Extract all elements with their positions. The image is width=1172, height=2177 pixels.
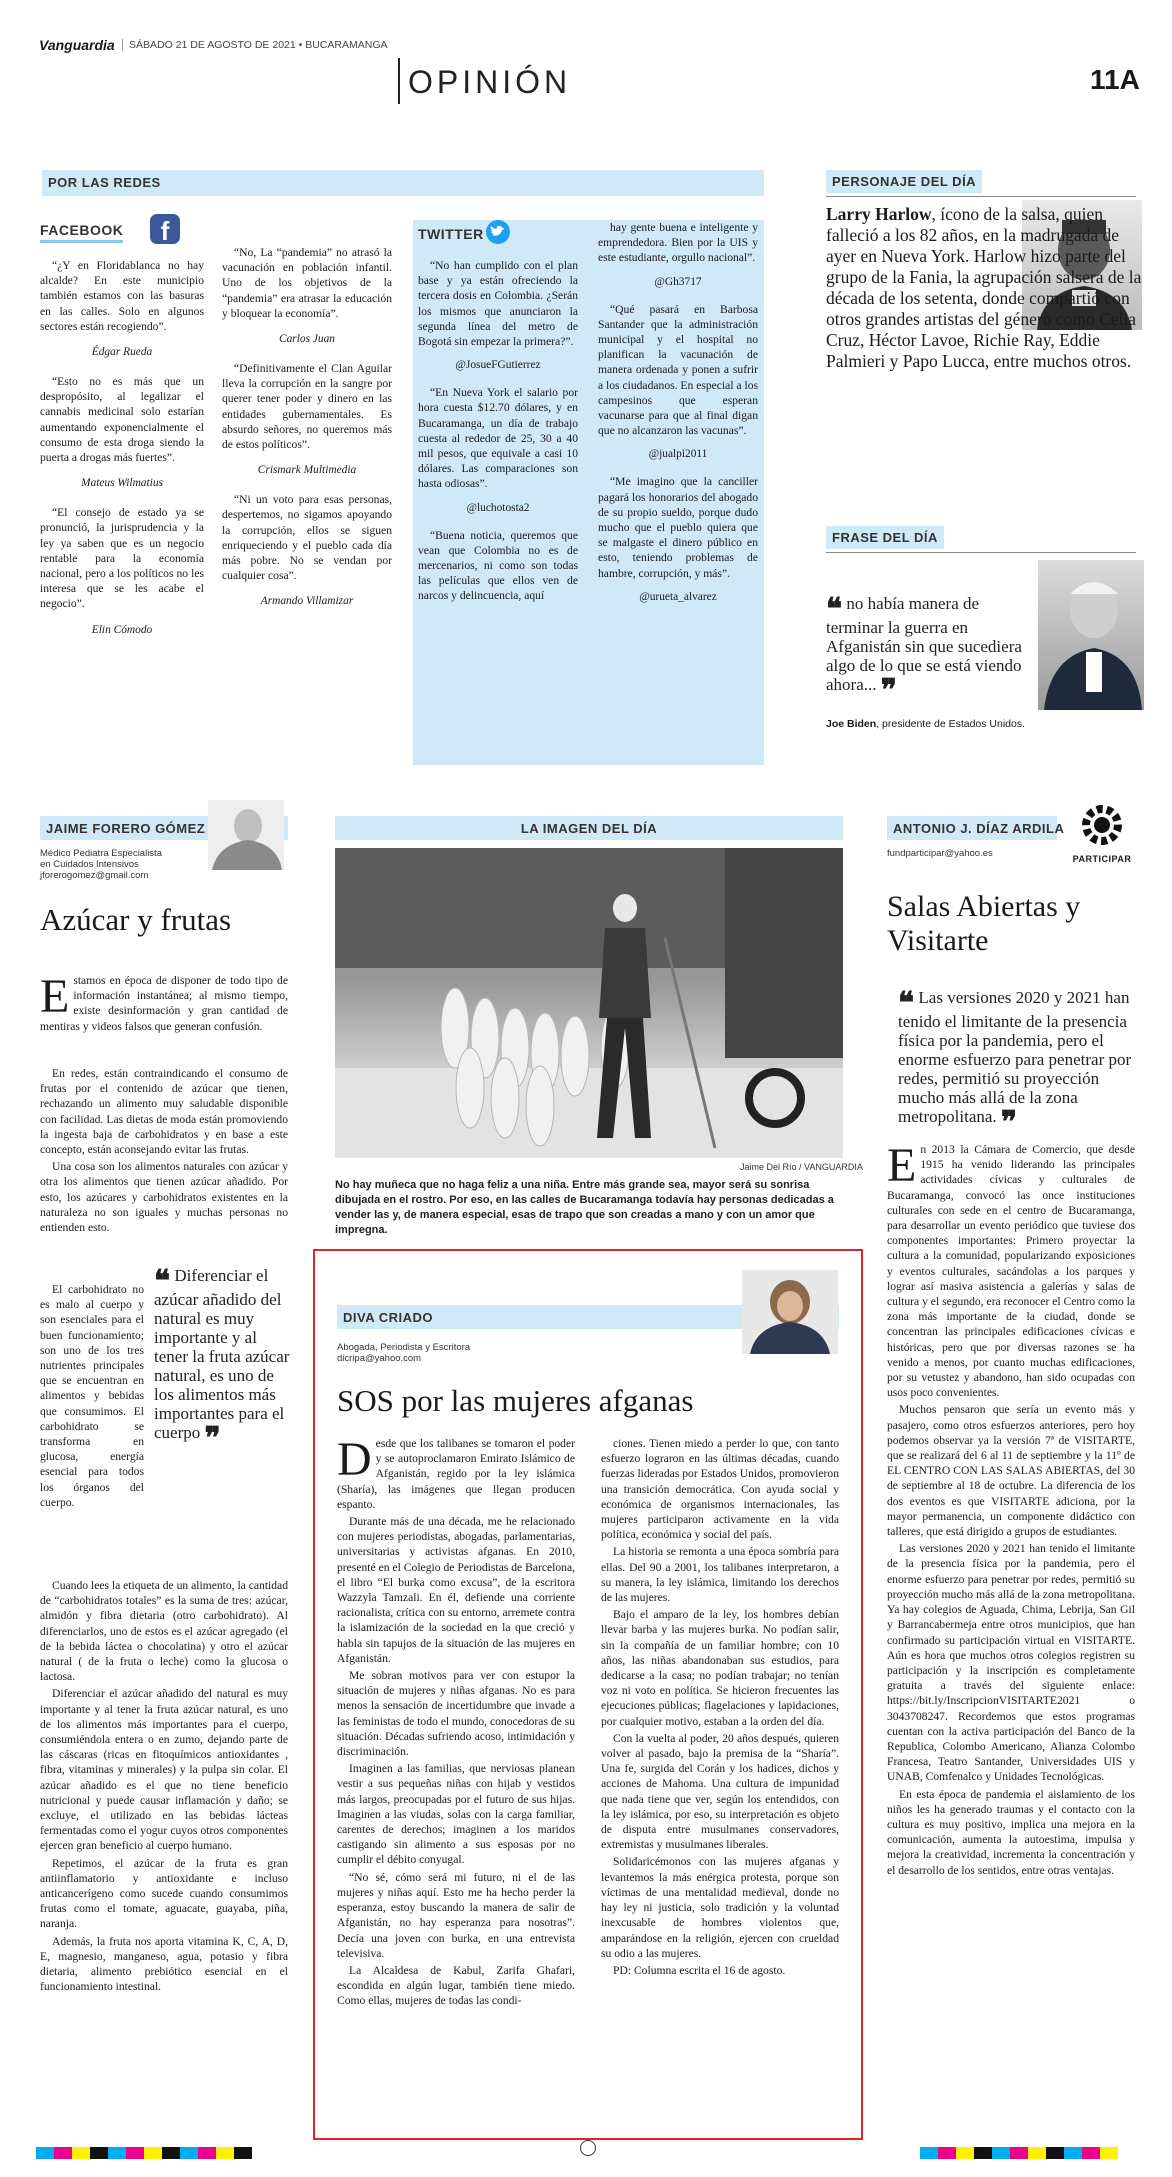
dateline: SÁBADO 21 DE AGOSTO DE 2021 • BUCARAMANGA [122,39,388,51]
imagen-photo [335,848,843,1158]
twitter-header [418,224,484,246]
post-author: Mateus Wilmatius [81,477,163,490]
close-quote-icon: ❞ [1000,1106,1018,1139]
paragraph: Durante más de una década, me he relacionado con mujeres periodistas, abogadas, parlamentarias, universitarias y activistas afganas. En 2010, presenté en el Colegio de Periodistas de Barcelona, el libro “El burka como excusa”, de la escritora Wazzyla Tamzali. En él, defiende una corriente racionalista, crítica con su entorno, arremete contra la islamización de la sociedad en la que creció y habla sin tapujos de la situación de las mujeres en Afganistán. [337,1515,575,1665]
page-number: 11A [1090,64,1140,95]
post-handle: @Gh3717 [654,275,702,288]
paragraph: El carbohidrato no es malo al cuerpo y son esenciales para el buen funcionamiento; son uno de los tres nutrientes principales que se encuentran en alimentos y bebidas que consumimos. El carbohidrato se transforma en glucosa, energía esencial para todos los órganos del cuerpo. [40,1283,144,1509]
participar-logo [1062,800,1142,870]
diva-column-2 [601,1436,839,1980]
paragraph: PD: Columna escrita el 16 de agosto. [613,1963,786,1977]
frase-header [826,526,1136,553]
personaje-text [826,204,1146,372]
print-color-bar-right [920,2147,1118,2159]
redes-title-bar [42,170,764,196]
paragraph: Diferenciar el azúcar añadido del natural es muy importante y al tener la fruta azúcar natural, es uno de los alimentos más importantes para el cuerpo, consumiéndola entera o en zumo, dejando parte de las cáscaras (ricas en fitoquímicos antioxidantes , fibra, vitaminas y minerales) y la pulpa sin colar. El azúcar añadido es el que no tiene beneficio nutricional y puede causar inflamación y daño; se excluye, el utilizado en las bebidas lácteas fermentadas como el yogur cuyos otros componentes ejercen gran beneficio al cuerpo humano. [40,1687,288,1853]
diva-author: DIVA CRIADO [343,1310,433,1325]
open-quote-icon: ❝ [154,1265,171,1298]
antonio-header [887,816,1065,840]
gear-logo-icon [1072,800,1132,850]
jaime-headline: Azúcar y frutas [40,902,232,937]
antonio-headline: Salas Abiertas y Visitarte [887,890,1081,957]
post-handle: @luchotosta2 [466,501,530,514]
person-portrait-icon [1038,560,1144,710]
antonio-email: fundparticipar@yahoo.es [887,848,993,859]
twitter-column-1 [418,258,578,606]
jaime-narrow-column [40,1282,144,1512]
jaime-photo [208,800,284,870]
personaje-name: Larry Harlow [826,204,932,224]
jaime-narrow-body [40,1066,288,1237]
antonio-author: ANTONIO J. DÍAZ ARDILA [893,821,1065,836]
facebook-column-1 [40,258,204,652]
paragraph: La Alcaldesa de Kabul, Zarifa Ghafari, escondida en algún lugar, también tiene miedo. Como ellas, mujeres de todas las condi- [337,1963,575,2008]
facebook-column-2 [222,245,392,623]
post-text: “Definitivamente el Clan Aguilar lleva la corrupción en la sangre por querer tener poder y dinero en las entidades gubernamentales. Es absurdo señores, no queremos más de estos políticos”. [222,362,392,452]
antonio-first-para: En 2013 la Cámara de Comercio, que desde 1915 ha venido liderando las principales actividades cívicas y culturales de Bucaramanga, convocó las once instituciones culturales con sede en el centro de Bucaramanga, para desarrollar un evento periódico que tuviese dos componentes importantes: Primero proyectar la cultura a la comunidad, popularizando exposiciones y eventos culturales, sacándolas a los parques y lograr así masiva asistencia a galerías y salas de cultura y el segundo, era reconocer el Centro como la zona más importante de la ciudad, donde se concentran las principales edificaciones cívicas e históricas, pero que por diversas razones se ha venido a menos, por cuanto muchas edificaciones, por su vetustez y abandono, han sido ocupadas con usos poco convenientes. [887,1139,1135,1400]
post-text: “¿Y en Floridablanca no hay alcalde? En este municipio también estamos con las basuras en las calles. Solo en algunos sectores están recogiendo”. [40,259,204,333]
street-vendor-photo [335,848,843,1158]
imagen-title: LA IMAGEN DEL DÍA [520,821,658,836]
post-text: “El consejo de estado ya se pronunció, la jurisprudencia y la ley ya saben que es un negocio rentable para la economía nacional, pero a los políticos no les interesa que se les acabe el negocio”. [40,506,204,611]
paragraph: Solidaricémonos con las mujeres afganas y levantemos la más enérgica protesta, porque son víctimas de una mentalidad medieval, donde no hay ley ni justicia, solo tradición y la voluntad inexcusable de hombres violentos que, amparándose en la religión, ejercen con crueldad su odio a las mujeres. [601,1855,839,1960]
jaime-wide-column [40,1578,288,1996]
antonio-body [887,1139,1135,1880]
post-author: Elin Cómodo [91,623,153,636]
post-author: Carlos Juan [278,333,335,346]
paragraph: En redes, están contraindicando el consumo de frutas por el contenido de azúcar que tienen, rechazando un alimento muy saludable disponible con facilidad. Las dietas de moda están promoviendo la ingesta baja de carbohidratos y en base a este concepto, están aconsejando evitar las frutas. [40,1067,288,1157]
jaime-bio: Médico Pediatra Especialista en Cuidados Intensivos jforerogomez@gmail.com [40,848,162,881]
diva-headline: SOS por las mujeres afganas [337,1383,694,1418]
paragraph: Imaginen a las familias, que nerviosas planean vestir a sus pequeñas niñas con hijab y vestidos más largos, preocupadas por el futuro de sus hijas. Imaginen a las viudas, solas con la carga familiar, carentes de derechos; imaginen a los maridos castigando sin alimento a sus esposas por no cumplir el débito conyugal. [337,1762,575,1867]
post-text: hay gente buena e inteligente y emprendedora. Bien por la UIS y este estudiante, orgullo nacional”. [598,221,758,265]
imagen-caption: No hay muñeca que no haga feliz a una niña. Entre más grande sea, mayor será su sonrisa dibujada en el rostro. Por eso, en las calles de Bucaramanga todavía hay personas dedicadas a vender las y, de manera especial, esas de trapo que son creadas a mano y con un amor que impregna. [335,1179,834,1236]
post-author: Armando Villamizar [260,595,354,608]
post-text: “Esto no es más que un despropósito, al legalizar el cannabis medicinal solo estarían aumentando exponencialmente el consumo de esta droga siendo la puerta a drogas más fuertes”. [40,375,204,465]
print-color-bar-left [36,2147,252,2159]
paragraph: Cuando lees la etiqueta de un alimento, la cantidad de “carbohidratos totales” es la suma de tres: azúcar, almidón y fibra dietaria (otro carbohidrato). Al diferenciarlos, uno de estos es el azúcar agregado (el de la bebida láctea o chocolatina) y otro el azúcar natural ( de la fruta o leche) como la glucosa o lactosa. [40,1579,288,1684]
frase-author: Joe Biden, presidente de Estados Unidos. [826,718,1026,730]
paragraph: La historia se remonta a una época sombría para ellas. Del 90 a 2001, los talibanes interpretaron, a su manera, la ley islámica, limitando los derechos de las mujeres. [601,1545,839,1605]
paragraph: Bajo el amparo de la ley, los hombres debían llevar barba y las mujeres burka. No podían salir, sin la compañía de un familiar hombre; con 10 años, las niñas abandonaban sus estudios, para dedicarse a la casa; no podían trabajar; no tenían voz ni voto en política. Se hicieron frecuentes las ejecuciones públicas; flagelaciones y lapidaciones, por cualquier motivo, estaban a la orden del día. [601,1608,839,1728]
paragraph: Las versiones 2020 y 2021 han tenido el limitante de la presencia física por la pandemia, pero el enorme esfuerzo para penetrar por redes, permitió su proyección mucho más allá de la zona metropolitana. Ya hay colegios de Aguada, Chima, Lebrija, San Gil y Barrancabermeja entre otros municipios, que han confirmado su participación virtual en VISITARTE. Aún es hora que muchos otros colegios registren su participación y la inscripción es completamente gratuita a través del siguiente enlace: https://bit.ly/InscripcionVISITARTE2021 o 3043708247. Recordemos que estos programas cuentan con la activa participación del Banco de la Republica, Colombo Americano, Alianza Colombo Francesa, Teatro Santander, Universidades UIS y UNAB, Comfenalco y Unidades Tecnológicas. [887,1542,1135,1784]
post-text: “Me imagino que la canciller pagará los honorarios del abogado de su propio sueldo, porque dudo mucho que el pueblo quiera que se malgaste el dinero público en esto, teniendo problemas de hambre, corrupción, y más”. [598,475,758,580]
diva-column-1 [337,1433,575,2011]
post-text: “En Nueva York el salario por hora cuesta $12.70 dólares, y en Bucaramanga, un día de trabajo cuesta al rededor de 25, 30 a 40 mil pesos, que equivale a casi 10 dólares. Las comparaciones son hasta odiosas”. [418,386,578,491]
section-title: OPINIÓN [408,64,572,100]
open-quote-icon: ❝ [898,987,915,1020]
facebook-header [40,216,420,246]
paragraph: Repetimos, el azúcar de la fruta es gran antiinflamatorio y antioxidante e incluso anticancerígeno como sucede cuando consumimos frutas como el tomate, aguacate, guayaba, piña, naranja. [40,1856,288,1931]
paragraph: Además, la fruta nos aporta vitamina K, C, A, D, E, magnesio, manganeso, agua, potasio y fibra dietaria, alimento prebiótico esencial en el funcionamiento intestinal. [40,1934,288,1994]
frase-quote: ❝ no había manera de terminar la guerra en Afganistán sin que sucediera algo de lo que se está viendo ahora... ❞ [826,593,1022,707]
twitter-label: TWITTER [418,226,484,242]
frase-title: FRASE DEL DÍA [826,526,944,549]
post-text: “Ni un voto para esas personas, despertemos, no sigamos apoyando la corrupción, ellos se siguen enriqueciendo y el pueblo cada día más pobre. No se vendan por cualquier cosa”. [222,493,392,583]
paragraph: ciones. Tienen miedo a perder lo que, con tanto esfuerzo lograron en las últimas décadas, cuando fuerzas lideradas por Estados Unidos, promovieron una transición democrática. Con ayuda social y económica de organismos internacionales, las mujeres participaron activamente en la vida política, económica y social del país. [601,1437,839,1542]
paragraph: Con la vuelta al poder, 20 años después, quieren volver al pasado, bajo la premisa de la “Sharía”. Una fe, surgida del Corán y los hadices, dichos y acciones de Mahoma. Una cultura de impunidad que nada tiene que ver, según los entendidos, con la ley islámica, por eso, su interpretación es objeto de disputa entre musulmanes conservadores, extremistas y musulmanes liberales. [601,1731,839,1852]
jaime-first-para: Estamos en época de disponer de todo tipo de información instantánea; al mismo tiempo, existe desinformación y gran cantidad de mentiras y videos falsos que generan confusión. [40,970,288,1033]
redes-title: POR LAS REDES [48,175,161,190]
post-handle: @urueta_alvarez [639,590,717,603]
jaime-pullquote: ❝ Diferenciar el azúcar añadido del natural es muy importante y al tener la fruta azúcar natural, es uno de los alimentos más importantes para el cuerpo ❞ [154,1265,290,1455]
post-text: “Qué pasará en Barbosa Santander que la administración municipal y el hospital no planifican la vacunación de manera ordenada y ponen a sufrir a los ciudadanos. En especial a los campesinos que esperan vacunarse para que al final digan que no alcanzaron las vacunas”. [598,302,759,438]
person-portrait-icon [208,800,284,870]
open-quote-icon: ❝ [826,593,843,626]
registration-mark-icon [580,2140,596,2156]
post-text: “Buena noticia, queremos que vean que Colombia no es de mercenarios, ni como son todas las películas que ellos ven de narcos y delincuencia, aquí [418,528,578,603]
masthead: Vanguardia [39,37,115,53]
participar-logo-text: PARTICIPAR [1072,854,1132,864]
post-text: “No han cumplido con el plan base y ya están ofreciendo la tercera dosis en Colombia. ¿Serán los mismos que anunciaron la segunda línea del metro de Bogotá sin empezar la primera?”. [418,259,578,349]
paragraph: “No sé, cómo será mi futuro, ni el de las mujeres y niñas aquí. Esto me ha hecho perder la esperanza, estoy buscando la manera de salir de Afganistán, no hay esperanza para nosotras”. Decía una joven con burka, en una entrevista televisiva. [337,1870,575,1960]
paragraph: En esta época de pandemia el aislamiento de los niños les ha generado traumas y el contacto con la cultura es muy positivo, implica una mejora en la comunicación, aumenta la autoestima, impulsa y mejora la creatividad, incrementa la concentración y el desarrollo de los sentidos, entre otras ventajas. [887,1787,1135,1877]
twitter-bird-icon [486,220,510,244]
imagen-title-bar [335,816,843,840]
post-handle: @jualpi2011 [648,448,708,461]
post-author: Édgar Rueda [91,346,153,359]
paragraph: Una cosa son los alimentos naturales con azúcar y otra los alimentos que tienen azúcar añadido. Por esto, los azúcares y carbohidratos existentes en la naturaleza no son iguales y muchas personas no entienden esto. [40,1160,288,1235]
close-quote-icon: ❞ [204,1422,221,1455]
facebook-icon: f [150,214,180,244]
close-quote-icon: ❞ [880,674,897,707]
diva-bio: Abogada, Periodista y Escritora dicripa@yahoo.com [337,1342,471,1364]
twitter-column-2 [598,220,758,617]
imagen-credit: Jaime Del Río / VANGUARDIA [740,1162,863,1172]
antonio-pullquote: ❝ Las versiones 2020 y 2021 han tenido el limitante de la presencia física por la pandemia, pero el enorme esfuerzo para penetrar por redes, permitió su proyección mucho más allá de la zona metropolitana. ❞ [898,987,1132,1139]
personaje-body: , ícono de la salsa, quien falleció a los 82 años, en la madrugada de ayer en Nueva York. Harlow hizo parte del grupo de la Fania, la agrupación salsera de la década de los setenta, donde compartió con otros grandes artistas del género como Celia Cruz, Héctor Lavoe, Richie Ray, Eddie Palmieri y Papo Lucca, entre muchos otros. [826,204,1142,371]
post-handle: @JosueFGutierrez [455,359,541,372]
diva-first-para: Desde que los talibanes se tomaron el poder y se autoproclamaron Emirato Islámico de Afganistán, regido por la ley islámica (Sharía), las imágenes que llegan producen espanto. [337,1433,575,1511]
jaime-author: JAIME FORERO GÓMEZ [46,821,206,836]
post-text: “No, La “pandemia” no atrasó la vacunación en población infantil. Uno de los objetivos de la “pandemia” era atrasar la educación y bloquear la economía”. [222,246,392,320]
paragraph: Muchos pensaron que sería un evento más y pasajero, como otros esfuerzos anteriores, pero hoy podemos observar ya la versión 7ª de VISITARTE, que se realizará del 6 al 11 de septiembre y la 11º de EL CENTRO CON LAS SALAS ABIERTAS, del 30 de septiembre al 18 de octubre. La diferencia de los dos eventos es que VISITARTE adiciona, por la mayor permanencia, un componente didáctico con talleres, que está dirigido a grupos de estudiantes. [887,1403,1135,1539]
person-portrait-icon [742,1270,838,1354]
header-divider [398,58,400,104]
diva-photo [742,1270,838,1354]
post-author: Crismark Multimedia [257,464,357,477]
personaje-title: PERSONAJE DEL DÍA [826,170,982,193]
jaime-body [40,970,288,1036]
paragraph: Me sobran motivos para ver con estupor la situación de mujeres y niñas afganas. No es para menos la sensación de incertidumbre que invade a las feministas de todo el mundo, conocedoras de su situación. Décadas sufriendo acoso, intimidación y discriminación. [337,1669,575,1759]
facebook-label: FACEBOOK [40,222,123,243]
frase-photo [1038,560,1144,710]
personaje-header [826,170,1136,197]
